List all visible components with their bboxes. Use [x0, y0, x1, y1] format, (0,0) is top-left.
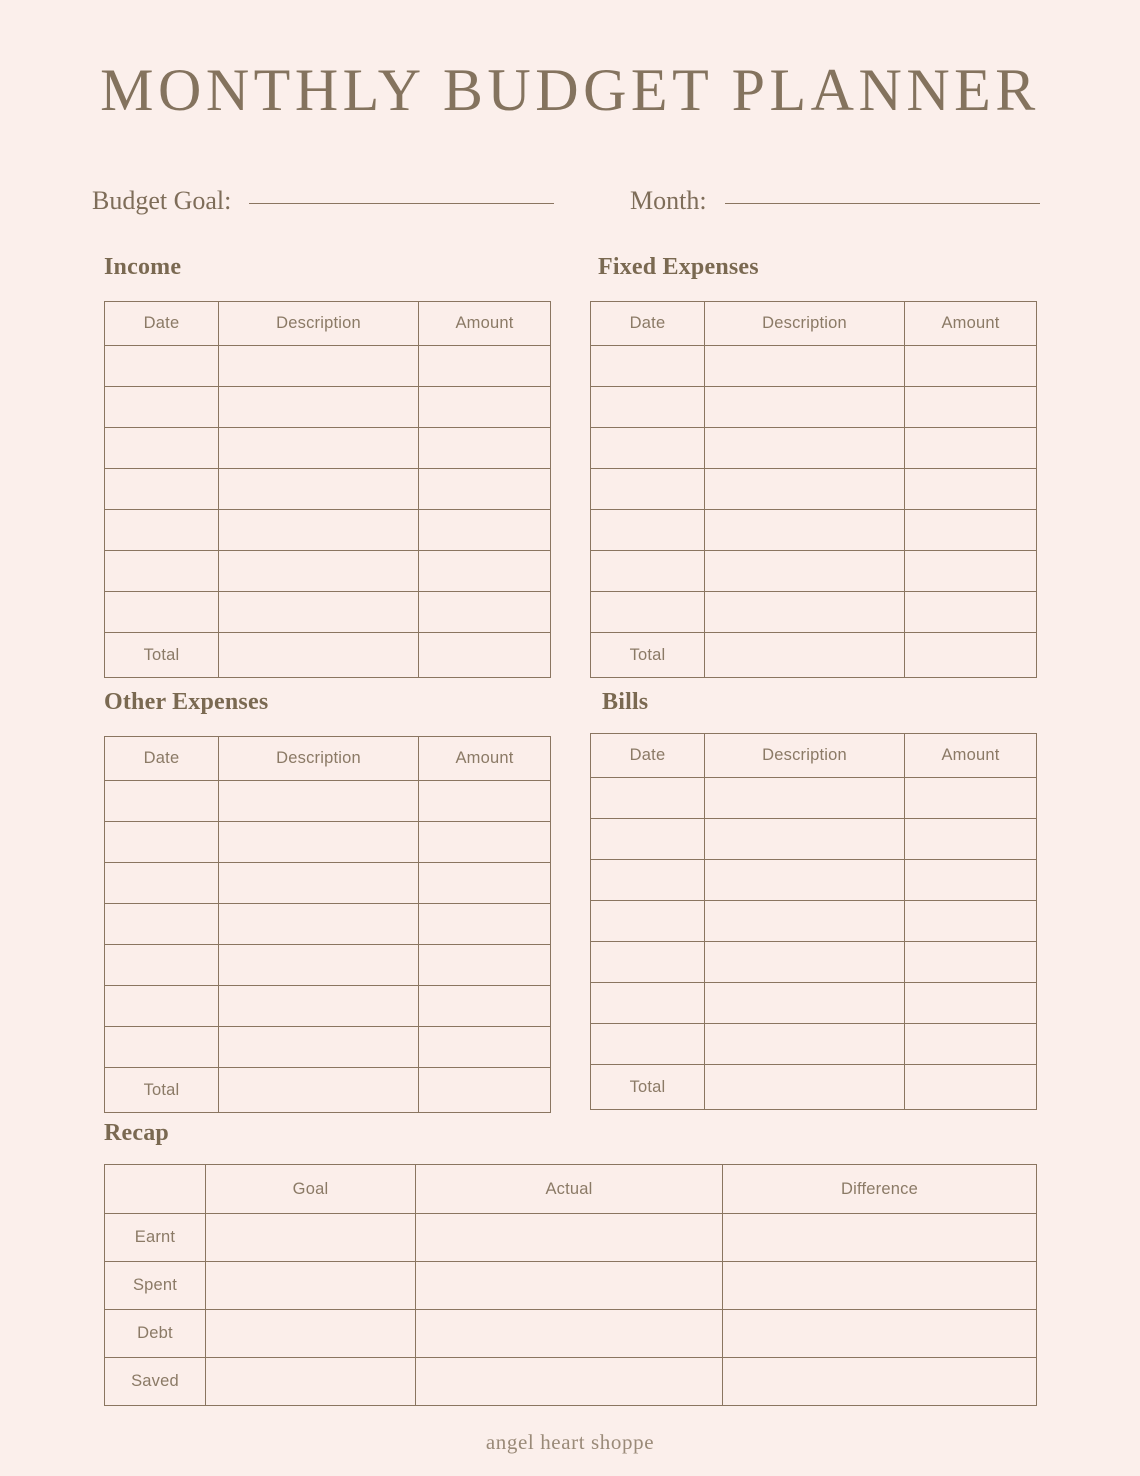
table-total-row [591, 633, 1037, 678]
cell-date[interactable] [105, 592, 219, 633]
row-label-saved: Saved [105, 1358, 206, 1406]
cell-date[interactable] [591, 942, 705, 983]
column-header-actual: Actual [416, 1165, 723, 1214]
cell-description[interactable] [219, 781, 419, 822]
cell-date[interactable] [105, 551, 219, 592]
cell-description[interactable] [705, 819, 905, 860]
cell-date[interactable] [105, 387, 219, 428]
cell-amount[interactable] [905, 387, 1037, 428]
cell-date[interactable] [591, 1024, 705, 1065]
table-row [591, 387, 1037, 428]
cell-description[interactable] [705, 469, 905, 510]
cell-date[interactable] [591, 428, 705, 469]
column-header-description: Description [705, 734, 905, 778]
cell-goal[interactable] [206, 1310, 416, 1358]
cell-amount[interactable] [905, 819, 1037, 860]
table-row [105, 986, 551, 1027]
column-header-amount: Amount [419, 737, 551, 781]
cell-description[interactable] [705, 778, 905, 819]
footer-brand: angel heart shoppe [485, 1430, 655, 1454]
cell-date[interactable] [591, 860, 705, 901]
table-header-row [105, 302, 551, 346]
cell-date[interactable] [591, 778, 705, 819]
budget-goal-writeline[interactable] [249, 203, 554, 204]
column-header-date: Date [591, 734, 705, 778]
cell-difference[interactable] [723, 1358, 1037, 1406]
cell-date[interactable] [591, 469, 705, 510]
row-label-debt: Debt [105, 1310, 206, 1358]
table-row [105, 592, 551, 633]
cell-description[interactable] [219, 904, 419, 945]
cell-amount[interactable] [905, 346, 1037, 387]
table-header-row [591, 302, 1037, 346]
cell-date[interactable] [591, 510, 705, 551]
cell-description[interactable] [705, 428, 905, 469]
table-row [591, 346, 1037, 387]
table-row [591, 778, 1037, 819]
cell-total-description[interactable] [219, 1068, 419, 1113]
cell-date[interactable] [591, 983, 705, 1024]
table-row [105, 428, 551, 469]
other-expenses-table [104, 736, 551, 1113]
section-heading-income: Income [104, 254, 182, 280]
cell-amount[interactable] [905, 901, 1037, 942]
cell-date[interactable] [105, 510, 219, 551]
cell-amount[interactable] [419, 469, 551, 510]
column-header-date: Date [105, 737, 219, 781]
cell-difference[interactable] [723, 1262, 1037, 1310]
cell-difference[interactable] [723, 1214, 1037, 1262]
cell-amount[interactable] [905, 983, 1037, 1024]
cell-total-description[interactable] [705, 1065, 905, 1110]
cell-amount[interactable] [905, 551, 1037, 592]
cell-actual[interactable] [416, 1310, 723, 1358]
table-header-row [105, 1165, 1037, 1214]
cell-description[interactable] [219, 945, 419, 986]
table-row-earnt [105, 1214, 1037, 1262]
section-heading-fixed-expenses: Fixed Expenses [598, 254, 759, 280]
table-row [591, 983, 1037, 1024]
cell-amount[interactable] [419, 822, 551, 863]
cell-amount[interactable] [419, 428, 551, 469]
column-header-amount: Amount [905, 734, 1037, 778]
column-header-amount: Amount [419, 302, 551, 346]
cell-date[interactable] [105, 945, 219, 986]
table-row [591, 901, 1037, 942]
table-row-saved [105, 1358, 1037, 1406]
table-row [591, 1024, 1037, 1065]
cell-date[interactable] [591, 387, 705, 428]
cell-actual[interactable] [416, 1214, 723, 1262]
cell-amount[interactable] [419, 781, 551, 822]
total-label: Total [105, 633, 219, 678]
column-header-description: Description [705, 302, 905, 346]
cell-amount[interactable] [905, 1024, 1037, 1065]
column-header-goal: Goal [206, 1165, 416, 1214]
cell-date[interactable] [591, 346, 705, 387]
cell-description[interactable] [705, 346, 905, 387]
cell-goal[interactable] [206, 1214, 416, 1262]
month-field[interactable] [630, 186, 1040, 216]
budget-goal-label: Budget Goal: [92, 186, 232, 215]
total-label: Total [591, 633, 705, 678]
cell-actual[interactable] [416, 1358, 723, 1406]
page-title: MONTHLY BUDGET PLANNER [100, 57, 1040, 123]
cell-date[interactable] [105, 822, 219, 863]
cell-amount[interactable] [419, 904, 551, 945]
fixed-expenses-table [590, 301, 1037, 678]
cell-amount[interactable] [905, 778, 1037, 819]
table-header-row [105, 737, 551, 781]
cell-amount[interactable] [905, 428, 1037, 469]
cell-description[interactable] [705, 551, 905, 592]
cell-date[interactable] [591, 901, 705, 942]
cell-amount[interactable] [419, 945, 551, 986]
cell-amount[interactable] [905, 942, 1037, 983]
cell-description[interactable] [219, 510, 419, 551]
section-heading-other-expenses: Other Expenses [104, 689, 269, 715]
table-total-row [591, 1065, 1037, 1110]
cell-description[interactable] [219, 428, 419, 469]
table-total-row [105, 1068, 551, 1113]
table-row [591, 510, 1037, 551]
cell-description[interactable] [705, 1024, 905, 1065]
cell-description[interactable] [705, 901, 905, 942]
cell-description[interactable] [705, 592, 905, 633]
cell-total-amount[interactable] [419, 1068, 551, 1113]
table-row [591, 860, 1037, 901]
table-row [105, 551, 551, 592]
cell-date[interactable] [591, 819, 705, 860]
cell-date[interactable] [105, 469, 219, 510]
cell-date[interactable] [105, 904, 219, 945]
table-row [105, 510, 551, 551]
cell-total-description[interactable] [705, 633, 905, 678]
table-row [105, 469, 551, 510]
cell-description[interactable] [219, 551, 419, 592]
income-table [104, 301, 551, 678]
cell-amount[interactable] [419, 346, 551, 387]
table-total-row [105, 633, 551, 678]
cell-description[interactable] [219, 986, 419, 1027]
recap-table [104, 1164, 1037, 1406]
cell-description[interactable] [219, 592, 419, 633]
column-header-amount: Amount [905, 302, 1037, 346]
table-row [105, 822, 551, 863]
total-label: Total [105, 1068, 219, 1113]
cell-total-description[interactable] [219, 633, 419, 678]
table-row [105, 1027, 551, 1068]
table-row [591, 428, 1037, 469]
column-header-difference: Difference [723, 1165, 1037, 1214]
month-writeline[interactable] [725, 203, 1040, 204]
table-header-row [591, 734, 1037, 778]
column-header-date: Date [105, 302, 219, 346]
cell-amount[interactable] [905, 510, 1037, 551]
bills-table [590, 733, 1037, 1110]
budget-goal-field[interactable] [92, 186, 554, 216]
cell-amount[interactable] [419, 592, 551, 633]
table-row [105, 346, 551, 387]
section-heading-bills: Bills [602, 689, 649, 715]
column-header-description: Description [219, 737, 419, 781]
cell-amount[interactable] [905, 860, 1037, 901]
table-row [591, 592, 1037, 633]
column-header-description: Description [219, 302, 419, 346]
table-row [591, 469, 1037, 510]
cell-description[interactable] [705, 860, 905, 901]
cell-amount[interactable] [419, 387, 551, 428]
cell-amount[interactable] [905, 592, 1037, 633]
cell-total-amount[interactable] [419, 633, 551, 678]
cell-date[interactable] [105, 986, 219, 1027]
cell-description[interactable] [219, 469, 419, 510]
table-row [591, 819, 1037, 860]
table-row [105, 781, 551, 822]
cell-goal[interactable] [206, 1358, 416, 1406]
column-header-blank [105, 1165, 206, 1214]
cell-amount[interactable] [419, 510, 551, 551]
table-row [591, 551, 1037, 592]
cell-description[interactable] [705, 387, 905, 428]
cell-description[interactable] [219, 1027, 419, 1068]
cell-amount[interactable] [419, 863, 551, 904]
row-label-spent: Spent [105, 1262, 206, 1310]
table-row-spent [105, 1262, 1037, 1310]
cell-difference[interactable] [723, 1310, 1037, 1358]
row-label-earnt: Earnt [105, 1214, 206, 1262]
cell-date[interactable] [591, 592, 705, 633]
cell-description[interactable] [705, 942, 905, 983]
cell-date[interactable] [591, 551, 705, 592]
cell-date[interactable] [105, 428, 219, 469]
column-header-date: Date [591, 302, 705, 346]
cell-goal[interactable] [206, 1262, 416, 1310]
cell-description[interactable] [705, 983, 905, 1024]
cell-description[interactable] [219, 863, 419, 904]
cell-description[interactable] [219, 822, 419, 863]
cell-total-amount[interactable] [905, 1065, 1037, 1110]
table-row-debt [105, 1310, 1037, 1358]
cell-amount[interactable] [419, 551, 551, 592]
cell-description[interactable] [219, 346, 419, 387]
cell-date[interactable] [105, 863, 219, 904]
cell-total-amount[interactable] [905, 633, 1037, 678]
cell-date[interactable] [105, 781, 219, 822]
cell-amount[interactable] [905, 469, 1037, 510]
cell-date[interactable] [105, 1027, 219, 1068]
month-label: Month: [630, 186, 707, 215]
table-row [105, 904, 551, 945]
table-row [591, 942, 1037, 983]
total-label: Total [591, 1065, 705, 1110]
table-row [105, 945, 551, 986]
cell-amount[interactable] [419, 986, 551, 1027]
cell-amount[interactable] [419, 1027, 551, 1068]
cell-date[interactable] [105, 346, 219, 387]
section-heading-recap: Recap [104, 1120, 169, 1146]
table-row [105, 863, 551, 904]
cell-actual[interactable] [416, 1262, 723, 1310]
cell-description[interactable] [219, 387, 419, 428]
cell-description[interactable] [705, 510, 905, 551]
table-row [105, 387, 551, 428]
